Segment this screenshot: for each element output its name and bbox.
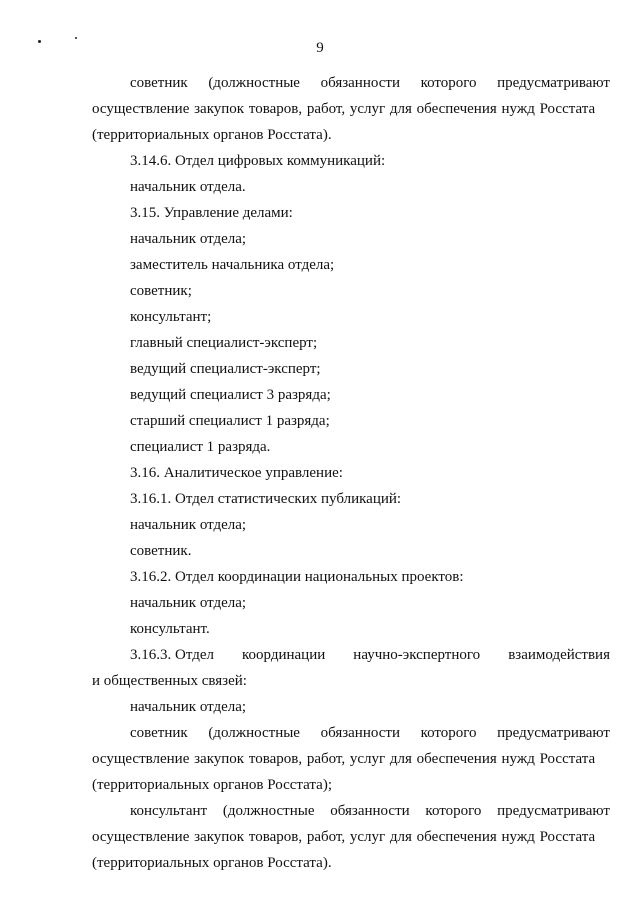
word: координации [242,647,326,663]
word: (должностные [208,75,300,91]
position-item: начальник отдела. [130,179,246,195]
word: предусматривают [497,75,610,91]
word: консультант [130,803,208,819]
word: предусматривают [497,725,610,741]
position-item: специалист 1 разряда. [130,439,271,455]
word: которого [425,803,482,819]
word: которого [420,725,477,741]
section-heading: 3.16.1. Отдел статистических публикаций: [130,491,402,507]
position-item: советник; [130,283,192,299]
position-item: заместитель начальника отдела; [130,257,335,273]
paragraph-line [130,73,610,93]
paragraph-line: (территориальных органов Росстата). [92,127,332,143]
word: которого [420,75,477,91]
word: 3.16.3. Отдел [130,647,214,663]
section-heading: 3.16.2. Отдел координации национальных проектов: [130,569,464,585]
word: обязанности [330,803,410,819]
paragraph-line: осуществление закупок товаров, работ, услуг для обеспечения нужд Росстата [92,101,596,117]
word: (должностные [222,803,315,819]
word: обязанности [320,75,400,91]
section-heading [130,645,610,665]
page-number: 9 [316,40,324,56]
paragraph-line [130,801,610,821]
paragraph-line [130,723,610,743]
section-heading: 3.15. Управление делами: [130,205,293,221]
word: научно-экспертного [353,647,481,663]
paragraph-line: (территориальных органов Росстата). [92,855,332,871]
position-item: консультант; [130,309,212,325]
position-item: начальник отдела; [130,231,247,247]
word: советник [130,75,188,91]
section-heading: 3.16. Аналитическое управление: [130,465,343,481]
word: взаимодействия [508,647,610,663]
section-heading: и общественных связей: [92,673,247,689]
position-item: начальник отдела; [130,595,247,611]
word: обязанности [320,725,400,741]
position-item: консультант. [130,621,210,637]
position-item: начальник отдела; [130,517,247,533]
paragraph-line: (территориальных органов Росстата); [92,777,332,793]
word: предусматривают [497,803,610,819]
position-item: главный специалист-эксперт; [130,335,318,351]
position-item: начальник отдела; [130,699,247,715]
paragraph-line: осуществление закупок товаров, работ, услуг для обеспечения нужд Росстата [92,829,596,845]
section-heading: 3.14.6. Отдел цифровых коммуникаций: [130,153,386,169]
word: (должностные [208,725,300,741]
position-item: старший специалист 1 разряда; [130,413,330,429]
position-item: советник. [130,543,192,559]
word: советник [130,725,188,741]
paragraph-line: осуществление закупок товаров, работ, услуг для обеспечения нужд Росстата [92,751,596,767]
position-item: ведущий специалист 3 разряда; [130,387,331,403]
position-item: ведущий специалист-эксперт; [130,361,321,377]
